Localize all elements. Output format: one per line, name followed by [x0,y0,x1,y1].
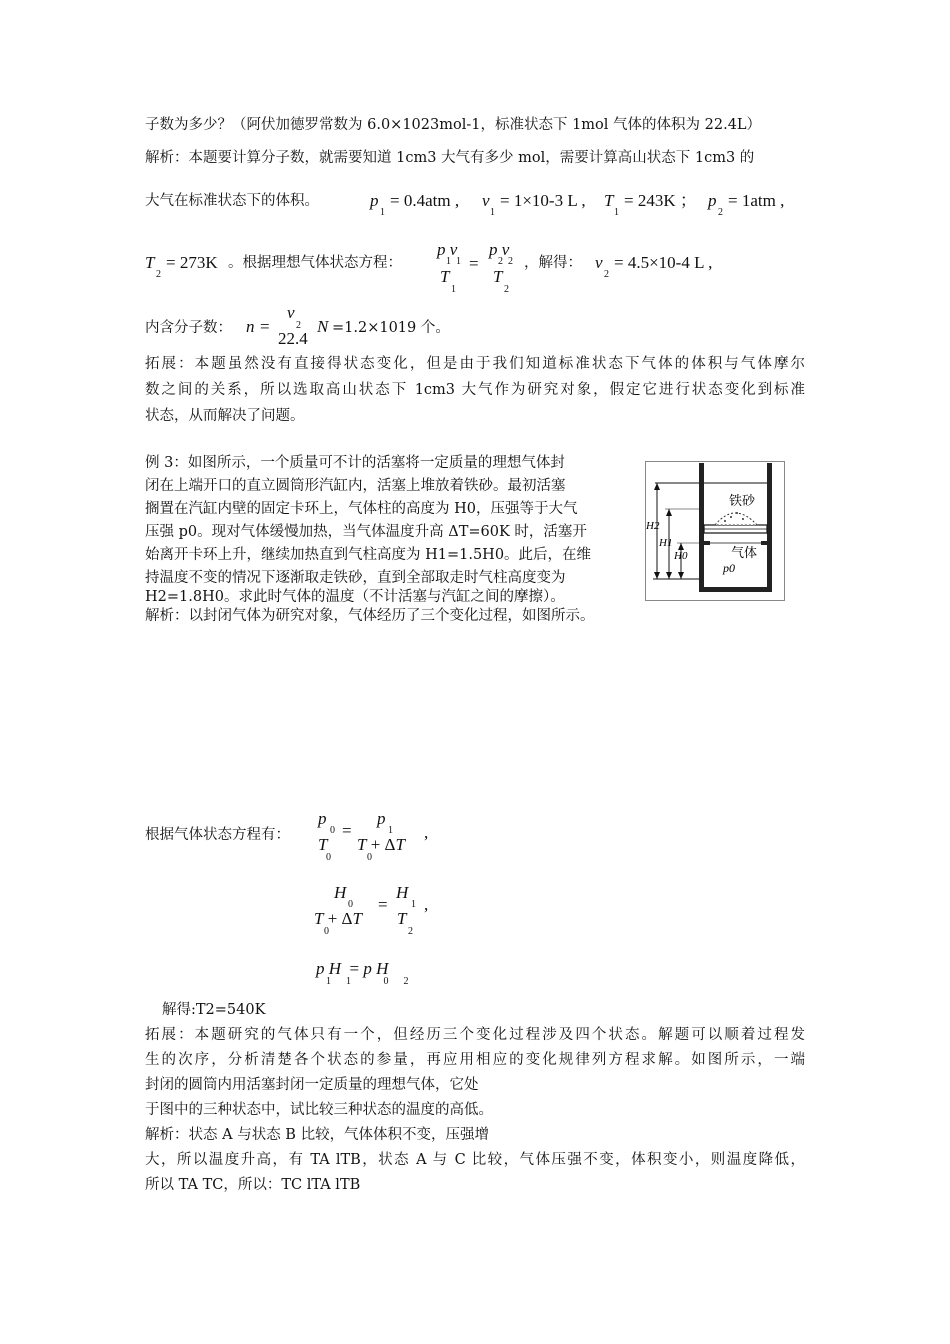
example3-solution: 解析：以封闭气体为研究对象，气体经历了三个变化过程，如图所示。 [145,608,595,624]
t1-symbol: T [604,191,614,210]
eqB-rhs-den: T [397,909,407,928]
p1-symbol: p [370,191,379,210]
p2-symbol: p [708,191,717,210]
example3-line-1: 例 3：如图所示，一个质量可不计的活塞将一定质量的理想气体封 [145,455,565,471]
fig-label-h2: H2 [646,520,660,532]
frac-den: 22.4 [278,329,308,348]
example3-line-2: 闭在上端开口的直立圆筒形汽缸内，活塞上堆放着铁砂。最初活塞 [145,478,566,494]
result-line: 解得:T2=540K [162,1002,266,1018]
avogadro-symbol: N [317,317,329,336]
p2-subscript: 2 [718,207,723,218]
example3-line-5: 始离开卡环上升，继续加热直到气柱高度为 H1=1.5H0。此后，在维 [145,547,592,563]
example3-line-4: 压强 p0。现对气体缓慢加热，当气体温度升高 ΔT=60K 时，活塞开 [145,524,587,540]
eqA-lhs-num-sub: 0 [330,825,335,836]
eqB-comma: , [424,895,429,914]
p2-value: = 1atm , [728,191,785,210]
eqB-lhs-den: T + ΔT [314,909,362,928]
fig-label-gas: 气体 [731,546,758,561]
v1-symbol: v [482,191,490,210]
eq1-rhs-num-sub: 2 2 [498,256,513,267]
example3-line-6: 持温度不变的情况下逐渐取走铁砂，直到全部取走时气柱高度变为 [145,570,566,586]
v2-value: = 4.5×10-4 L , [614,253,713,272]
extension-2-line-4: 于图中的三种状态中，试比较三种状态的温度的高低。 [145,1102,493,1118]
analysis-line-2: 大气在标准状态下的体积。 [145,193,319,209]
v1-subscript: 1 [490,207,495,218]
eq1-lhs-den-sub: 1 [451,284,456,295]
fig-label-p0: p0 [723,561,735,575]
eqB-equals: = [378,895,388,914]
frac-num-sub: 2 [296,320,301,331]
v2-symbol: v [595,253,603,272]
eq1-lhs-num: p v [437,240,458,259]
t1-value: = 243K ； [624,191,697,210]
eqB-rhs-den-sub: 2 [408,926,413,937]
p1-value: = 0.4atm , [390,191,460,210]
eqA-rhs-num: p [377,809,386,828]
molecules-result: =1.2×1019 个。 [332,320,450,336]
eqA-lhs-num: p [318,809,327,828]
eqA-rhs-den-sub: 0 [367,852,372,863]
cylinder-figure [645,461,785,601]
eqB-lhs-num-sub: 0 [348,899,353,910]
extension-2-line-5: 解析：状态 A 与状态 B 比较，气体体积不变，压强增 [145,1127,490,1143]
eqB-lhs-den-sub: 0 [324,926,329,937]
p1-subscript: 1 [380,207,385,218]
eq1-rhs-num: p v [489,240,510,259]
n-equals: = [260,317,270,336]
extension-2-line-2: 生的次序，分析清楚各个状态的参量，再应用相应的变化规律列方程求解。如图所示，一端 [145,1052,805,1068]
extension-2-line-6: 大，所以温度升高，有 TA lTB，状态 A 与 C 比较，气体压强不变，体积变小，则温度降低， [145,1152,805,1168]
t2-symbol: T [145,253,155,272]
eqB-rhs-num: H [396,883,409,902]
extension-1-line-3: 状态，从而解决了问题。 [145,408,305,424]
question-line: 子数为多少？（阿伏加德罗常数为 6.0×1023mol-1，标准状态下 1mol 气体的体积为 22.4L） [145,117,762,133]
eqB-lhs-num: H [334,883,347,902]
eqA-rhs-den: T + ΔT [357,835,405,854]
eqA-rhs-num-sub: 1 [388,825,393,836]
eqA-equals: = [342,821,352,840]
eq1-rhs-den: T [493,267,503,286]
molecules-label: 内含分子数： [145,320,232,336]
eqC: p H = p H [316,959,389,978]
eq1-lhs-num-sub: 1 1 [446,256,461,267]
eq1-rhs-den-sub: 2 [504,284,509,295]
extension-1-line-2: 数之间的关系，所以选取高山状态下 1cm3 大气作为研究对象，假定它进行状态变化到标准 [145,382,805,398]
eq1-lhs-den: T [440,267,450,286]
eqC-subs: 1 1 0 2 [326,976,409,987]
eqA-lhs-den-sub: 0 [326,852,331,863]
n-symbol: n [246,317,255,336]
eqA-lhs-den: T [318,835,328,854]
equation-label: 。根据理想气体状态方程： [228,255,402,271]
fig-label-h0: H0 [674,550,688,562]
fig-label-sand: 铁砂 [729,494,756,509]
example3-line-3: 搁置在汽缸内壁的固定卡环上，气体柱的高度为 H0，压强等于大气 [145,501,578,517]
eqA-comma: , [424,823,429,842]
t2-value: = 273K [166,253,218,272]
solve-label: ，解得： [524,255,582,271]
t1-subscript: 1 [614,207,619,218]
extension-1-line-1: 拓展：本题虽然没有直接得状态变化，但是由于我们知道标准状态下气体的体积与气体摩尔 [145,356,805,372]
frac-num-v: v [287,303,295,322]
extension-2-line-1: 拓展：本题研究的气体只有一个，但经历三个变化过程涉及四个状态。解题可以顺着过程发 [145,1027,805,1043]
v1-value: = 1×10-3 L , [500,191,586,210]
t2-subscript: 2 [156,269,161,280]
extension-2-line-3: 封闭的圆筒内用活塞封闭一定质量的理想气体，它处 [145,1077,479,1093]
fig-label-h1: H1 [659,537,673,549]
eqB-rhs-num-sub: 1 [411,899,416,910]
eq1-equals: = [469,254,479,273]
equation-intro: 根据气体状态方程有： [145,827,290,843]
v2-subscript: 2 [604,269,609,280]
example3-line-7: H2=1.8H0。求此时气体的温度（不计活塞与汽缸之间的摩擦）。 [145,589,565,605]
extension-2-line-7: 所以 TA TC，所以：TC lTA lTB [145,1177,361,1193]
analysis-line-1: 解析：本题要计算分子数，就需要知道 1cm3 大气有多少 mol，需要计算高山状态下 1cm3 的 [145,150,755,166]
